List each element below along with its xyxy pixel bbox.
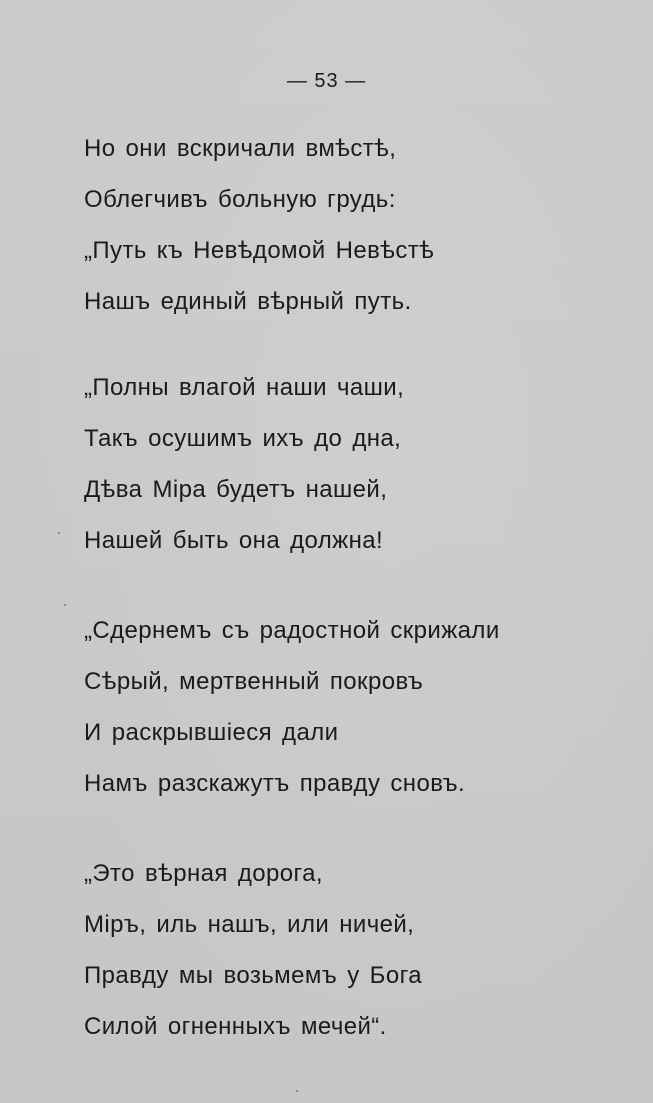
verse-line: Правду мы возьмемъ у Бога	[84, 962, 422, 989]
verse-line: Силой огненныхъ мечей“.	[84, 1013, 387, 1040]
page-number: — 53 —	[286, 70, 367, 92]
stanza-3	[84, 605, 500, 809]
verse-line: Но они вскричали вмѣстѣ,	[84, 135, 397, 162]
verse-line: Нашъ единый вѣрный путь.	[84, 288, 412, 315]
verse-line: Дѣва Міра будетъ нашей,	[84, 476, 388, 503]
stanza-4	[84, 848, 422, 1052]
verse-line: Намъ разскажутъ правду сновъ.	[84, 770, 466, 797]
paper-speck	[64, 604, 66, 606]
verse-line: Такъ осушимъ ихъ до дна,	[84, 425, 402, 452]
verse-line: Нашей быть она должна!	[84, 527, 384, 554]
stanza-2	[84, 362, 404, 566]
verse-line: И раскрывшіеся дали	[84, 719, 339, 746]
verse-line: „Сдернемъ съ радостной скрижали	[84, 617, 500, 644]
verse-line: Облегчивъ больную грудь:	[84, 186, 396, 213]
verse-line: „Это вѣрная дорога,	[84, 860, 323, 887]
paper-speck	[58, 532, 60, 534]
verse-line: „Полны влагой наши чаши,	[84, 374, 405, 401]
verse-line: „Путь къ Невѣдомой Невѣстѣ	[84, 237, 435, 264]
verse-line: Сѣрый, мертвенный покровъ	[84, 668, 424, 695]
verse-line: Міръ, иль нашъ, или ничей,	[84, 911, 415, 938]
stanza-1	[84, 123, 434, 327]
paper-speck	[296, 1090, 298, 1092]
